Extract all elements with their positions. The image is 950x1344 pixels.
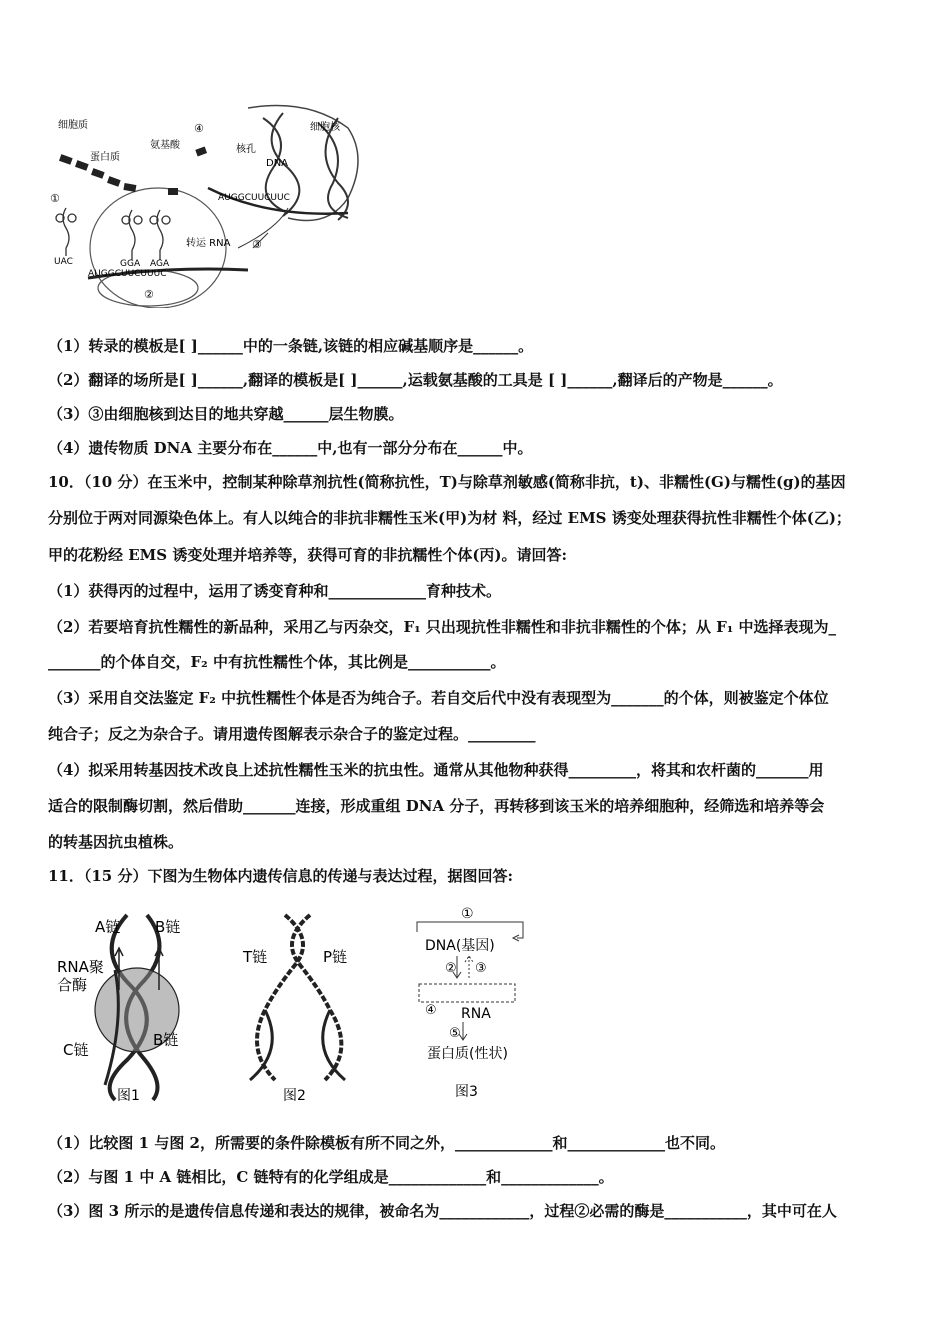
label-anticodon2: GGA [120,259,141,269]
fig2-t-chain-label: T链 [243,948,268,966]
q10-line-8: 纯合子；反之为杂合子。请用遗传图解表示杂合子的鉴定过程。_________ [48,725,536,743]
cell-translation-figure [48,98,368,308]
figure-2-replication [235,910,365,1110]
q10-line-1: 10．（10 分）在玉米中，控制某种除草剂抗性(简称抗性，T)与除草剂敏感(简称非抗，t)、非糯性(G)与糯性(g)的基因 [48,473,846,491]
fig3-marker-5: ⑤ [449,1026,461,1041]
q11-line-2: （2）与图 1 中 A 链相比，C 链特有的化学组成是_____________和_____________。 [48,1168,614,1186]
label-nucleus: 细胞核 [310,122,340,133]
label-nuclear-pore: 核孔 [236,144,256,155]
q11-line-1: （1）比较图 1 与图 2，所需要的条件除模板有所不同之外，_____________和_____________也不同。 [48,1134,725,1152]
fig3-marker-2: ② [445,961,457,976]
figure-1-transcription [55,910,205,1110]
q10-line-5: （2）若要培育抗性糯性的新品种，采用乙与丙杂交，F₁ 只出现抗性非糯性和非抗非糯性的个体；从 F₁ 中选择表现为_ [48,618,837,636]
q10-line-11: 的转基因抗虫植株。 [48,833,184,851]
q9-line-2: （2）翻译的场所是[ ]______,翻译的模板是[ ]______,运载氨基酸的工具是 [ ]______,翻译后的产物是______。 [48,371,783,389]
q9-line-4: （4）遗传物质 DNA 主要分布在______中,也有一部分分布在______中。 [48,439,533,457]
q10-line-6: _______的个体自交，F₂ 中有抗性糯性个体，其比例是___________。 [48,653,506,671]
label-mrna-seq-bottom: AUGGCUUCUUUC [88,269,167,279]
fig3-marker-1: ① [461,906,474,922]
marker-4: ④ [194,122,204,135]
q10-line-3: 甲的花粉经 EMS 诱变处理并培养等，获得可育的非抗糯性个体(丙)。请回答: [48,546,568,564]
label-anticodon3: AGA [150,259,170,269]
fig1-c-chain-label: C链 [63,1041,89,1059]
label-mrna-seq-top: AUGGCUUCUUC [218,193,290,203]
fig2-caption: 图2 [283,1088,306,1104]
fig1-caption: 图1 [117,1088,140,1104]
fig3-dna-gene: DNA(基因) [425,938,495,954]
label-amino-acid: 氨基酸 [150,140,180,151]
fig3-protein-trait: 蛋白质(性状) [427,1046,508,1062]
fig1-a-chain-label: A链 [95,918,121,936]
label-anticodon1: UAC [54,257,73,267]
fig1-b-chain-top-label: B链 [155,918,181,936]
marker-1: ① [50,192,60,205]
marker-2: ② [144,288,154,301]
label-protein: 蛋白质 [90,152,120,163]
q10-line-4: （1）获得丙的过程中，运用了诱变育种和_____________育种技术。 [48,582,501,600]
q10-line-9: （4）拟采用转基因技术改良上述抗性糯性玉米的抗虫性。通常从其他物种获得_________，将其和农杆菌的_______用 [48,761,824,779]
q10-line-2: 分别位于两对同源染色体上。有人以纯合的非抗非糯性玉米(甲)为材 料，经过 EMS 诱变处理获得抗性非糯性个体(乙)； [48,509,851,527]
fig2-p-chain-label: P链 [323,948,348,966]
q10-line-10: 适合的限制酶切割，然后借助_______连接，形成重组 DNA 分子，再转移到该玉米的培养细胞种，经筛选和培养等会 [48,797,825,815]
fig3-rna: RNA [461,1006,491,1022]
figure-3-central-dogma [405,900,545,1100]
fig1-b-chain-bottom-label: B链 [153,1031,179,1049]
label-trna: 转运 RNA [186,238,231,249]
q11-line-3: （3）图 3 所示的是遗传信息传递和表达的规律，被命名为____________，过程②必需的酶是___________，其中可在人 [48,1202,837,1220]
marker-3: ③ [252,238,262,251]
q9-line-3: （3）③由细胞核到达目的地共穿越______层生物膜。 [48,405,404,423]
q9-line-1: （1）转录的模板是[ ]______中的一条链,该链的相应碱基顺序是______。 [48,337,534,355]
label-cytoplasm: 细胞质 [58,120,88,131]
label-dna: DNA [266,158,289,169]
fig1-rna-polymerase-label-1: RNA聚 [57,958,104,976]
fig1-rna-polymerase-label-2: 合酶 [57,976,88,994]
fig3-caption: 图3 [455,1084,478,1100]
fig3-marker-4: ④ [425,1003,437,1018]
q10-line-7: （3）采用自交法鉴定 F₂ 中抗性糯性个体是否为纯合子。若自交后代中没有表现型为_______的个体，则被鉴定个体位 [48,689,829,707]
q11-intro: 11．（15 分）下图为生物体内遗传信息的传递与表达过程，据图回答: [48,867,514,885]
fig3-marker-3: ③ [475,961,487,976]
